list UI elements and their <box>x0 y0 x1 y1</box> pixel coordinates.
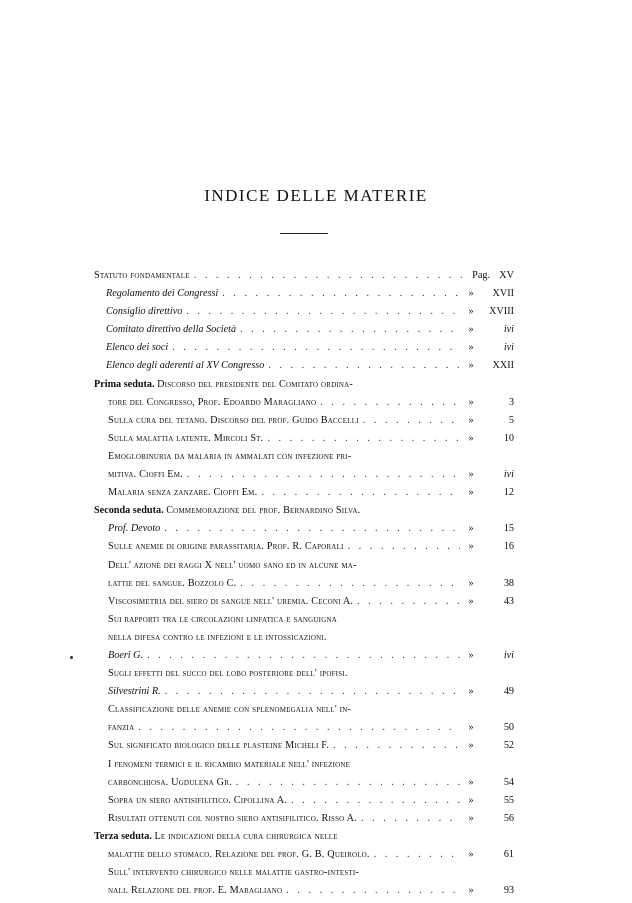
leader-dots <box>165 686 460 697</box>
entry-text: Sugli effetti del succo del lobo posteriore dell' ipofisi. <box>108 668 348 680</box>
page-number: ivi <box>503 469 514 481</box>
page-number: 10 <box>503 432 514 444</box>
leader-dots <box>363 415 460 426</box>
section-heading: Prima seduta. <box>94 378 155 390</box>
title-rule <box>280 233 328 234</box>
page-number: 93 <box>503 885 514 897</box>
section-heading: Seconda seduta. <box>94 505 164 517</box>
entry-text: Sui rapporti tra le circolazioni linfatica e sanguigna <box>108 613 337 625</box>
leader-dots <box>361 813 460 824</box>
toc-entry <box>94 867 514 885</box>
toc-entry <box>94 668 514 686</box>
entry-text: Sul significato biologico delle plasteine Micheli F. <box>108 740 330 752</box>
ditto-mark: » <box>468 469 474 481</box>
toc-entry <box>94 270 514 288</box>
leader-dots <box>261 487 460 498</box>
ditto-mark: » <box>468 541 474 553</box>
toc-entry <box>94 596 514 614</box>
ditto-mark: » <box>468 342 474 354</box>
entry-text: Le indicazioni della cura chirurgica nelle <box>154 830 338 842</box>
entry-text: I fenomeni termici e il ricambio materiale nell' infezione <box>108 758 351 770</box>
toc-entry <box>94 849 514 867</box>
entry-text: Sulla malattia latente. Mircoli St. <box>108 432 264 444</box>
leader-dots <box>267 433 460 444</box>
entry-text: nali. Relazione del prof. E. Maragliano <box>108 885 283 897</box>
ditto-mark: » <box>468 360 474 372</box>
stray-ink-mark <box>70 656 73 659</box>
leader-dots <box>333 740 460 751</box>
entry-text: Emoglobinuria da malaria in ammalati con infezione pri- <box>108 450 352 462</box>
leader-dots <box>236 777 460 788</box>
toc-entry <box>94 324 514 342</box>
entry-text: mitiva. Cioffi Em. <box>108 469 183 481</box>
entry-text: Silvestrini R. <box>108 686 161 698</box>
page-number: 50 <box>503 722 514 734</box>
ditto-mark: » <box>468 722 474 734</box>
toc-entry <box>94 704 514 722</box>
ditto-mark: » <box>468 432 474 444</box>
toc-entry <box>94 813 514 831</box>
leader-dots <box>240 578 460 589</box>
entry-text: Malaria senza zanzare. Cioffi Em. <box>108 487 258 499</box>
entry-text: Elenco degli aderenti al XV Congresso <box>106 360 265 372</box>
entry-text: Comitato direttivo della Società <box>106 324 237 336</box>
leader-dots <box>172 342 460 353</box>
entry-text: Sulla cura del tetano. Discorso del prof. Guido Baccelli <box>108 414 359 426</box>
entry-text: Sull' intervento chirurgico nelle malattie gastro-intesti- <box>108 867 360 879</box>
entry-text: Risultati ottenuti col nostro siero antisifilitico. Risso A. <box>108 812 357 824</box>
entry-text: Sulle anemie di origine parassitaria. Prof. R. Caporali <box>108 541 344 553</box>
toc-entry <box>94 487 514 505</box>
leader-dots <box>187 469 460 480</box>
leader-dots <box>374 849 460 860</box>
ditto-mark: » <box>468 595 474 607</box>
ditto-mark: » <box>468 849 474 860</box>
toc-entry <box>94 614 514 632</box>
ditto-mark: » <box>468 414 474 426</box>
toc-entry <box>94 578 514 596</box>
leader-dots <box>268 360 460 371</box>
entry-text: tore del Congresso, Prof. Edoardo Maragliano <box>108 396 317 408</box>
toc-entry <box>94 777 514 795</box>
page-number: ivi <box>503 342 514 354</box>
entry-text: Viscosimetria del siero di sangue nell' uremia. Ceconi A. <box>108 595 354 607</box>
ditto-mark: » <box>468 794 474 806</box>
ditto-mark: » <box>468 523 474 535</box>
ditto-mark: » <box>468 649 474 661</box>
ditto-mark: » <box>468 324 474 336</box>
leader-dots <box>348 541 460 552</box>
toc-entry <box>94 415 514 433</box>
leader-dots <box>147 650 460 661</box>
toc-entry <box>94 523 514 541</box>
page-number: 55 <box>503 794 514 806</box>
entry-text: carbonchiosa. Ugdulena Gr. <box>108 776 232 788</box>
ditto-mark: » <box>468 306 474 318</box>
entry-text: Boeri G. <box>108 649 144 661</box>
toc-entry <box>94 469 514 487</box>
page-number: 38 <box>503 577 514 589</box>
toc-entry <box>94 740 514 758</box>
toc-entry <box>94 397 514 415</box>
page-number: XVIII <box>489 306 514 318</box>
entry-text: nella difesa contro le infezioni e le intossicazioni. <box>108 631 327 643</box>
leader-dots <box>291 795 460 806</box>
entry-text: Commemorazione del prof. Bernardino Silva. <box>166 505 361 517</box>
toc-entry <box>94 360 514 378</box>
toc-entry <box>94 650 514 668</box>
toc-entry <box>94 288 514 306</box>
page-number: ivi <box>503 649 514 661</box>
entry-text: Regolamento dei Congressi <box>106 288 219 300</box>
page-number: 52 <box>503 740 514 752</box>
toc-entry <box>94 885 514 903</box>
ditto-mark: » <box>468 740 474 752</box>
toc-entry <box>94 433 514 451</box>
leader-dots <box>194 270 468 281</box>
leader-dots <box>320 397 460 408</box>
page-number: 54 <box>503 776 514 788</box>
leader-dots <box>222 288 460 299</box>
page-number: 3 <box>508 396 514 408</box>
entry-text: Classificazione delle anemie con splenomegalia nell' in- <box>108 704 352 716</box>
toc-entry <box>94 831 514 849</box>
page-number: 5 <box>508 414 514 426</box>
entry-text: Sopra un siero antisifilitico. Cipollina A. <box>108 794 288 806</box>
section-heading: Terza seduta. <box>94 830 152 842</box>
ditto-mark: » <box>468 577 474 589</box>
entry-text: Prof. Devoto <box>108 523 161 535</box>
page-number: 16 <box>503 541 514 553</box>
leader-dots <box>138 722 460 733</box>
ditto-mark: » <box>468 288 474 300</box>
page-number: ivi <box>503 324 514 336</box>
toc-entry <box>94 451 514 469</box>
ditto-mark: » <box>468 812 474 824</box>
toc-entry <box>94 632 514 650</box>
page-number: 15 <box>503 523 514 535</box>
page-label: Pag. <box>472 270 490 281</box>
toc-entry <box>94 379 514 397</box>
toc-entry <box>94 795 514 813</box>
leader-dots <box>357 596 460 607</box>
page-number: XVII <box>492 288 514 300</box>
ditto-mark: » <box>468 885 474 897</box>
page-number: XXII <box>492 360 514 372</box>
page-number: 49 <box>503 686 514 698</box>
toc-entry <box>94 722 514 740</box>
page-title: INDICE DELLE MATERIE <box>204 186 428 205</box>
ditto-mark: » <box>468 487 474 499</box>
page-number: XV <box>499 270 514 281</box>
entry-text: Discorso del presidente del Comitato ordina- <box>157 378 353 390</box>
page-number: 56 <box>503 812 514 824</box>
entry-text: malattie dello stomaco. Relazione del prof. G. B. Queirolo. <box>108 849 370 860</box>
entry-text: Elenco dei soci <box>106 342 169 354</box>
entry-text: fanzia <box>108 722 135 734</box>
ditto-mark: » <box>468 686 474 698</box>
table-of-contents <box>94 270 514 903</box>
leader-dots <box>164 523 460 534</box>
toc-entry <box>94 560 514 578</box>
toc-entry <box>94 342 514 360</box>
toc-entry <box>94 505 514 523</box>
toc-entry <box>94 306 514 324</box>
leader-dots <box>186 306 460 317</box>
page-number: 12 <box>503 487 514 499</box>
ditto-mark: » <box>468 396 474 408</box>
leader-dots <box>286 885 460 896</box>
toc-entry <box>94 759 514 777</box>
entry-text: Dell' azione dei raggi X nell' uomo sano ed in alcune ma- <box>108 559 357 571</box>
page-number: 43 <box>503 595 514 607</box>
toc-entry <box>94 541 514 559</box>
page-number: 61 <box>503 849 514 860</box>
entry-text: Statuto fondamentale <box>94 270 190 281</box>
entry-text: Consiglio direttivo <box>106 306 183 318</box>
ditto-mark: » <box>468 776 474 788</box>
toc-entry <box>94 686 514 704</box>
entry-text: lattie del sangue. Bozzolo C. <box>108 577 237 589</box>
leader-dots <box>240 324 460 335</box>
